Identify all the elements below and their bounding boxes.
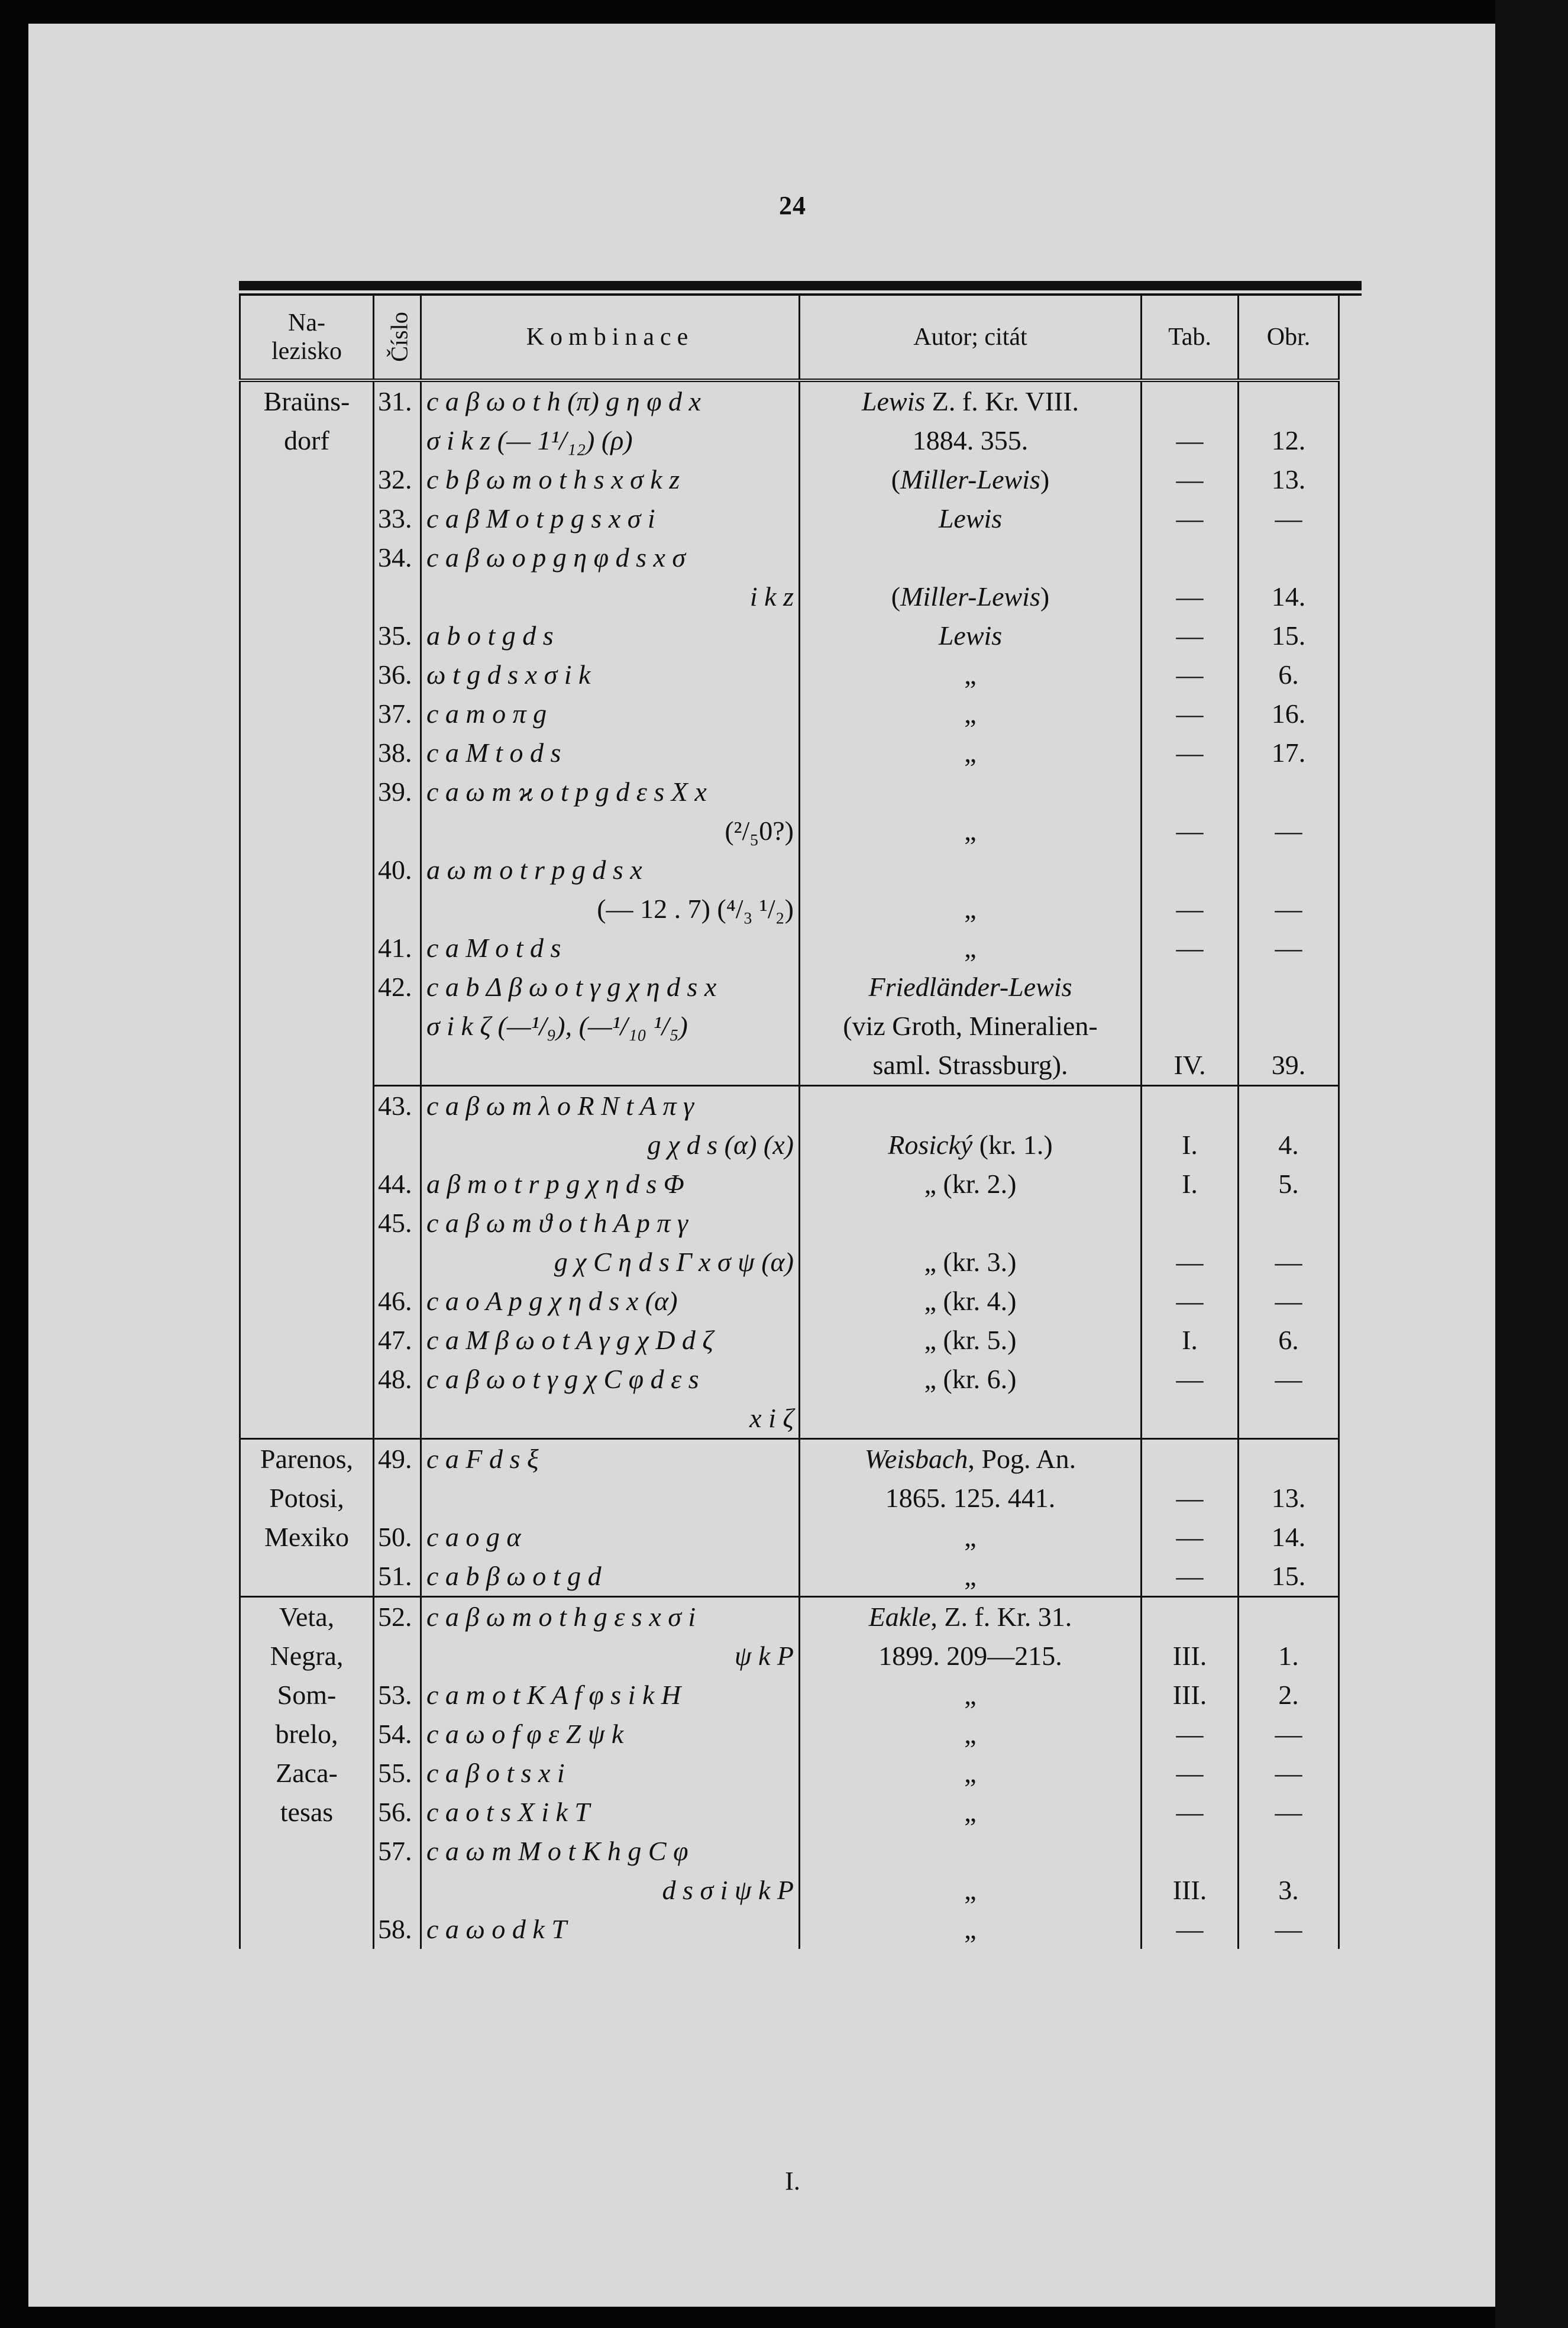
cell-kombinace: (²/₅0?): [421, 811, 800, 851]
table-row: [240, 1715, 1339, 1754]
cell-nalezisko: [240, 890, 374, 929]
cell-kombinace: a β m o t r p g χ η d s Φ: [421, 1165, 800, 1204]
cell-tab: [1142, 1086, 1239, 1126]
cell-tab: —: [1142, 1282, 1239, 1321]
cell-kombinace: c a β ω o p g η φ d s x σ: [421, 538, 800, 577]
cell-kombinace: c a β ω m ϑ o t h A p π γ: [421, 1204, 800, 1243]
cell-nalezisko: [240, 733, 374, 772]
cell-autor: „: [800, 1754, 1142, 1793]
cell-tab: —: [1142, 1754, 1239, 1793]
cell-cislo: 44.: [374, 1165, 421, 1204]
cell-tab: —: [1142, 1243, 1239, 1282]
cell-obr: —: [1239, 1754, 1339, 1793]
minerals-table: [239, 296, 1340, 1949]
cell-tab: [1142, 772, 1239, 811]
table-row: [240, 1165, 1339, 1204]
cell-nalezisko: [240, 1007, 374, 1046]
table-row: [240, 1086, 1339, 1126]
cell-kombinace: c a β ω o t γ g χ C φ d ε s: [421, 1360, 800, 1399]
cell-cislo: 34.: [374, 538, 421, 577]
cell-kombinace: c a m o π g: [421, 694, 800, 733]
cell-kombinace: [421, 1046, 800, 1086]
header-nalezisko: [240, 296, 374, 380]
cell-nalezisko: Veta,: [240, 1597, 374, 1637]
table-row: [240, 1754, 1339, 1793]
cell-autor: „: [800, 890, 1142, 929]
cell-obr: 6.: [1239, 655, 1339, 694]
cell-tab: III.: [1142, 1676, 1239, 1715]
cell-cislo: 45.: [374, 1204, 421, 1243]
cell-obr: 3.: [1239, 1871, 1339, 1910]
table-row: [240, 1832, 1339, 1871]
cell-tab: [1142, 1399, 1239, 1439]
cell-cislo: [374, 1243, 421, 1282]
header-nalezisko-label: Na- lezisko: [271, 309, 342, 365]
cell-autor: Rosický (kr. 1.): [800, 1126, 1142, 1165]
cell-autor: [800, 1399, 1142, 1439]
cell-tab: [1142, 538, 1239, 577]
cell-autor: „ (kr. 5.): [800, 1321, 1142, 1360]
cell-obr: 13.: [1239, 460, 1339, 499]
cell-cislo: 54.: [374, 1715, 421, 1754]
table-row: [240, 694, 1339, 733]
cell-nalezisko: Braüns-: [240, 380, 374, 421]
cell-tab: —: [1142, 655, 1239, 694]
cell-nalezisko: Parenos,: [240, 1439, 374, 1479]
table-row: [240, 1637, 1339, 1676]
cell-obr: 4.: [1239, 1126, 1339, 1165]
cell-kombinace: g χ d s (α) (x): [421, 1126, 800, 1165]
cell-nalezisko: [240, 1832, 374, 1871]
cell-nalezisko: Potosi,: [240, 1479, 374, 1518]
cell-kombinace: c a ω o d k T: [421, 1910, 800, 1949]
table-row: [240, 1676, 1339, 1715]
cell-cislo: 52.: [374, 1597, 421, 1637]
cell-nalezisko: dorf: [240, 421, 374, 460]
cell-kombinace: i k z: [421, 577, 800, 616]
cell-kombinace: ψ k P: [421, 1637, 800, 1676]
cell-autor: Eakle, Z. f. Kr. 31.: [800, 1597, 1142, 1637]
cell-nalezisko: [240, 1282, 374, 1321]
table-row: [240, 1046, 1339, 1086]
table-row: [240, 421, 1339, 460]
table-row: [240, 968, 1339, 1007]
cell-autor: [800, 851, 1142, 890]
cell-autor: 1899. 209—215.: [800, 1637, 1142, 1676]
cell-cislo: 51.: [374, 1557, 421, 1597]
cell-cislo: 39.: [374, 772, 421, 811]
cell-obr: —: [1239, 1360, 1339, 1399]
cell-nalezisko: [240, 1243, 374, 1282]
table-row: [240, 890, 1339, 929]
table-row: [240, 733, 1339, 772]
header-tab-label: Tab.: [1168, 324, 1211, 351]
cell-nalezisko: [240, 1557, 374, 1597]
table-row: [240, 1126, 1339, 1165]
cell-kombinace: c a ω m ϰ o t p g d ε s X x: [421, 772, 800, 811]
cell-autor: Lewis Z. f. Kr. VIII.: [800, 380, 1142, 421]
table-row: [240, 1439, 1339, 1479]
table-body: [240, 380, 1339, 1949]
cell-cislo: 32.: [374, 460, 421, 499]
cell-kombinace: c a β ω m λ o R N t A π γ: [421, 1086, 800, 1126]
cell-tab: [1142, 968, 1239, 1007]
cell-obr: 16.: [1239, 694, 1339, 733]
cell-kombinace: c a m o t K A f φ s i k H: [421, 1676, 800, 1715]
cell-nalezisko: Som-: [240, 1676, 374, 1715]
table-row: [240, 1793, 1339, 1832]
cell-kombinace: c b β ω m o t h s x σ k z: [421, 460, 800, 499]
cell-tab: —: [1142, 616, 1239, 655]
cell-tab: —: [1142, 1793, 1239, 1832]
cell-tab: [1142, 1204, 1239, 1243]
table-row: [240, 1597, 1339, 1637]
table-row: [240, 499, 1339, 538]
cell-kombinace: c a ω o f φ ε Z ψ k: [421, 1715, 800, 1754]
cell-nalezisko: [240, 1360, 374, 1399]
cell-tab: III.: [1142, 1871, 1239, 1910]
cell-autor: Weisbach, Pog. An.: [800, 1439, 1142, 1479]
table-row: [240, 1557, 1339, 1597]
cell-obr: —: [1239, 1243, 1339, 1282]
cell-nalezisko: [240, 1321, 374, 1360]
cell-autor: [800, 1204, 1142, 1243]
table-row: [240, 1007, 1339, 1046]
table-row: [240, 538, 1339, 577]
cell-obr: 5.: [1239, 1165, 1339, 1204]
table-row: [240, 1871, 1339, 1910]
cell-autor: „ (kr. 3.): [800, 1243, 1142, 1282]
cell-kombinace: c a b β ω o t g d: [421, 1557, 800, 1597]
cell-cislo: 58.: [374, 1910, 421, 1949]
cell-kombinace: x i ζ: [421, 1399, 800, 1439]
cell-cislo: [374, 1479, 421, 1518]
cell-autor: „: [800, 1676, 1142, 1715]
cell-tab: —: [1142, 929, 1239, 968]
table-row: [240, 1479, 1339, 1518]
cell-obr: [1239, 968, 1339, 1007]
cell-obr: [1239, 1086, 1339, 1126]
cell-cislo: [374, 1399, 421, 1439]
cell-autor: „: [800, 929, 1142, 968]
header-kombinace-label: Kombinace: [526, 324, 694, 351]
cell-tab: —: [1142, 890, 1239, 929]
cell-autor: „: [800, 694, 1142, 733]
header-obr-label: Obr.: [1266, 324, 1311, 351]
cell-cislo: [374, 577, 421, 616]
cell-kombinace: [421, 1479, 800, 1518]
cell-kombinace: c a ω m M o t K h g C φ: [421, 1832, 800, 1871]
cell-cislo: 33.: [374, 499, 421, 538]
cell-autor: „: [800, 655, 1142, 694]
cell-autor: Friedländer-Lewis: [800, 968, 1142, 1007]
cell-nalezisko: Mexiko: [240, 1518, 374, 1557]
cell-nalezisko: [240, 616, 374, 655]
cell-nalezisko: [240, 851, 374, 890]
header-tab: [1142, 296, 1239, 380]
cell-tab: I.: [1142, 1321, 1239, 1360]
cell-kombinace: (— 12 . 7) (⁴/₃ ¹/₂): [421, 890, 800, 929]
cell-tab: —: [1142, 1479, 1239, 1518]
cell-nalezisko: [240, 1165, 374, 1204]
table-row: [240, 929, 1339, 968]
cell-tab: [1142, 1597, 1239, 1637]
cell-kombinace: c a β ω o t h (π) g η φ d x: [421, 380, 800, 421]
table-row: [240, 1204, 1339, 1243]
cell-tab: —: [1142, 733, 1239, 772]
cell-nalezisko: [240, 694, 374, 733]
cell-cislo: 40.: [374, 851, 421, 890]
cell-cislo: [374, 421, 421, 460]
cell-kombinace: c a o t s X i k T: [421, 1793, 800, 1832]
cell-kombinace: c a F d s ξ: [421, 1439, 800, 1479]
cell-obr: —: [1239, 929, 1339, 968]
cell-autor: [800, 1832, 1142, 1871]
cell-autor: „ (kr. 4.): [800, 1282, 1142, 1321]
cell-nalezisko: [240, 460, 374, 499]
cell-kombinace: c a β M o t p g s x σ i: [421, 499, 800, 538]
cell-kombinace: d s σ i ψ k P: [421, 1871, 800, 1910]
cell-nalezisko: [240, 811, 374, 851]
cell-cislo: 49.: [374, 1439, 421, 1479]
cell-nalezisko: [240, 577, 374, 616]
cell-obr: 12.: [1239, 421, 1339, 460]
cell-obr: [1239, 380, 1339, 421]
cell-kombinace: ω t g d s x σ i k: [421, 655, 800, 694]
cell-kombinace: c a o g α: [421, 1518, 800, 1557]
cell-nalezisko: [240, 772, 374, 811]
table-row: [240, 772, 1339, 811]
cell-cislo: 36.: [374, 655, 421, 694]
cell-kombinace: c a b Δ β ω o t γ g χ η d s x: [421, 968, 800, 1007]
cell-nalezisko: [240, 499, 374, 538]
cell-obr: 17.: [1239, 733, 1339, 772]
cell-kombinace: σ i k ζ (—¹/₉), (—¹/₁₀ ¹/₅): [421, 1007, 800, 1046]
cell-tab: [1142, 380, 1239, 421]
table-row: [240, 616, 1339, 655]
cell-kombinace: c a β o t s x i: [421, 1754, 800, 1793]
cell-autor: [800, 538, 1142, 577]
cell-obr: 1.: [1239, 1637, 1339, 1676]
cell-obr: [1239, 1439, 1339, 1479]
header-cislo-label: Číslo: [386, 312, 413, 362]
cell-kombinace: g χ C η d s Γ x σ ψ (α): [421, 1243, 800, 1282]
cell-obr: 14.: [1239, 1518, 1339, 1557]
table-header-row: [240, 296, 1339, 380]
table-row: [240, 811, 1339, 851]
cell-cislo: 37.: [374, 694, 421, 733]
cell-autor: [800, 1086, 1142, 1126]
cell-cislo: 41.: [374, 929, 421, 968]
table-row: [240, 1910, 1339, 1949]
cell-obr: —: [1239, 811, 1339, 851]
cell-obr: 15.: [1239, 1557, 1339, 1597]
header-kombinace: [421, 296, 800, 380]
cell-cislo: 42.: [374, 968, 421, 1007]
cell-cislo: [374, 1637, 421, 1676]
cell-tab: I.: [1142, 1126, 1239, 1165]
cell-cislo: [374, 1046, 421, 1086]
cell-obr: [1239, 851, 1339, 890]
cell-nalezisko: [240, 1126, 374, 1165]
cell-obr: [1239, 1399, 1339, 1439]
cell-kombinace: c a β ω m o t h g ε s x σ i: [421, 1597, 800, 1637]
cell-cislo: [374, 890, 421, 929]
cell-cislo: 47.: [374, 1321, 421, 1360]
cell-kombinace: a b o t g d s: [421, 616, 800, 655]
cell-autor: (Miller-Lewis): [800, 460, 1142, 499]
cell-autor: „ (kr. 2.): [800, 1165, 1142, 1204]
header-obr: [1239, 296, 1339, 380]
cell-obr: —: [1239, 499, 1339, 538]
cell-cislo: 56.: [374, 1793, 421, 1832]
cell-tab: IV.: [1142, 1046, 1239, 1086]
cell-autor: „: [800, 733, 1142, 772]
cell-obr: 6.: [1239, 1321, 1339, 1360]
cell-kombinace: c a o A p g χ η d s x (α): [421, 1282, 800, 1321]
cell-obr: [1239, 1832, 1339, 1871]
table-row: [240, 851, 1339, 890]
cell-kombinace: σ i k z (— 1¹/₁₂) (ρ): [421, 421, 800, 460]
cell-cislo: 48.: [374, 1360, 421, 1399]
cell-obr: 2.: [1239, 1676, 1339, 1715]
cell-autor: 1884. 355.: [800, 421, 1142, 460]
cell-tab: I.: [1142, 1165, 1239, 1204]
table-row: [240, 460, 1339, 499]
cell-tab: [1142, 1007, 1239, 1046]
cell-cislo: 55.: [374, 1754, 421, 1793]
cell-autor: (Miller-Lewis): [800, 577, 1142, 616]
cell-nalezisko: [240, 929, 374, 968]
cell-cislo: [374, 1871, 421, 1910]
cell-kombinace: a ω m o t r p g d s x: [421, 851, 800, 890]
cell-autor: Lewis: [800, 616, 1142, 655]
cell-tab: —: [1142, 694, 1239, 733]
cell-obr: —: [1239, 1715, 1339, 1754]
cell-tab: III.: [1142, 1637, 1239, 1676]
cell-cislo: 31.: [374, 380, 421, 421]
cell-obr: [1239, 1597, 1339, 1637]
cell-cislo: 35.: [374, 616, 421, 655]
table-row: [240, 1518, 1339, 1557]
cell-obr: 39.: [1239, 1046, 1339, 1086]
cell-obr: —: [1239, 1910, 1339, 1949]
cell-obr: —: [1239, 890, 1339, 929]
cell-tab: —: [1142, 1557, 1239, 1597]
cell-nalezisko: Zaca-: [240, 1754, 374, 1793]
cell-autor: Lewis: [800, 499, 1142, 538]
cell-obr: 15.: [1239, 616, 1339, 655]
cell-tab: —: [1142, 1910, 1239, 1949]
table-row: [240, 655, 1339, 694]
cell-nalezisko: [240, 538, 374, 577]
cell-autor: „: [800, 1557, 1142, 1597]
cell-nalezisko: [240, 655, 374, 694]
cell-obr: [1239, 538, 1339, 577]
scan-edge: [1495, 0, 1568, 2328]
table-row: [240, 1282, 1339, 1321]
cell-nalezisko: [240, 1399, 374, 1439]
cell-obr: [1239, 1007, 1339, 1046]
cell-tab: —: [1142, 577, 1239, 616]
cell-nalezisko: [240, 1086, 374, 1126]
header-autor: [800, 296, 1142, 380]
cell-autor: „: [800, 1871, 1142, 1910]
cell-autor: „ (kr. 6.): [800, 1360, 1142, 1399]
header-autor-label: Autor; citát: [913, 324, 1027, 351]
table-row: [240, 1360, 1339, 1399]
cell-tab: [1142, 1832, 1239, 1871]
cell-tab: —: [1142, 1360, 1239, 1399]
table-row: [240, 1243, 1339, 1282]
cell-nalezisko: [240, 968, 374, 1007]
cell-tab: [1142, 851, 1239, 890]
cell-tab: —: [1142, 811, 1239, 851]
table-row: [240, 1399, 1339, 1439]
cell-autor: [800, 772, 1142, 811]
signature-mark: I.: [785, 2167, 800, 2196]
cell-autor: „: [800, 1518, 1142, 1557]
cell-cislo: [374, 1007, 421, 1046]
cell-nalezisko: [240, 1204, 374, 1243]
cell-tab: —: [1142, 1715, 1239, 1754]
cell-nalezisko: [240, 1871, 374, 1910]
cell-nalezisko: [240, 1046, 374, 1086]
cell-cislo: 46.: [374, 1282, 421, 1321]
table-row: [240, 577, 1339, 616]
cell-autor: saml. Strassburg).: [800, 1046, 1142, 1086]
table-row: [240, 1321, 1339, 1360]
cell-autor: 1865. 125. 441.: [800, 1479, 1142, 1518]
cell-nalezisko: [240, 1910, 374, 1949]
header-cislo: [374, 296, 421, 380]
cell-autor: „: [800, 811, 1142, 851]
cell-cislo: 43.: [374, 1086, 421, 1126]
cell-cislo: 38.: [374, 733, 421, 772]
cell-obr: [1239, 772, 1339, 811]
cell-autor: „: [800, 1715, 1142, 1754]
cell-nalezisko: Negra,: [240, 1637, 374, 1676]
cell-tab: —: [1142, 460, 1239, 499]
cell-autor: „: [800, 1793, 1142, 1832]
cell-obr: 14.: [1239, 577, 1339, 616]
cell-tab: —: [1142, 1518, 1239, 1557]
cell-kombinace: c a M β ω o t A γ g χ D d ζ: [421, 1321, 800, 1360]
cell-nalezisko: tesas: [240, 1793, 374, 1832]
cell-autor: (viz Groth, Mineralien-: [800, 1007, 1142, 1046]
cell-tab: [1142, 1439, 1239, 1479]
cell-obr: —: [1239, 1282, 1339, 1321]
cell-obr: 13.: [1239, 1479, 1339, 1518]
cell-cislo: 57.: [374, 1832, 421, 1871]
cell-nalezisko: brelo,: [240, 1715, 374, 1754]
cell-cislo: [374, 811, 421, 851]
cell-kombinace: c a M o t d s: [421, 929, 800, 968]
table-row: [240, 380, 1339, 421]
page-number: 24: [779, 191, 806, 220]
cell-cislo: 53.: [374, 1676, 421, 1715]
cell-tab: —: [1142, 421, 1239, 460]
cell-cislo: [374, 1126, 421, 1165]
cell-obr: —: [1239, 1793, 1339, 1832]
cell-obr: [1239, 1204, 1339, 1243]
cell-tab: —: [1142, 499, 1239, 538]
cell-cislo: 50.: [374, 1518, 421, 1557]
cell-autor: „: [800, 1910, 1142, 1949]
top-rule: [239, 281, 1362, 290]
cell-kombinace: c a M t o d s: [421, 733, 800, 772]
